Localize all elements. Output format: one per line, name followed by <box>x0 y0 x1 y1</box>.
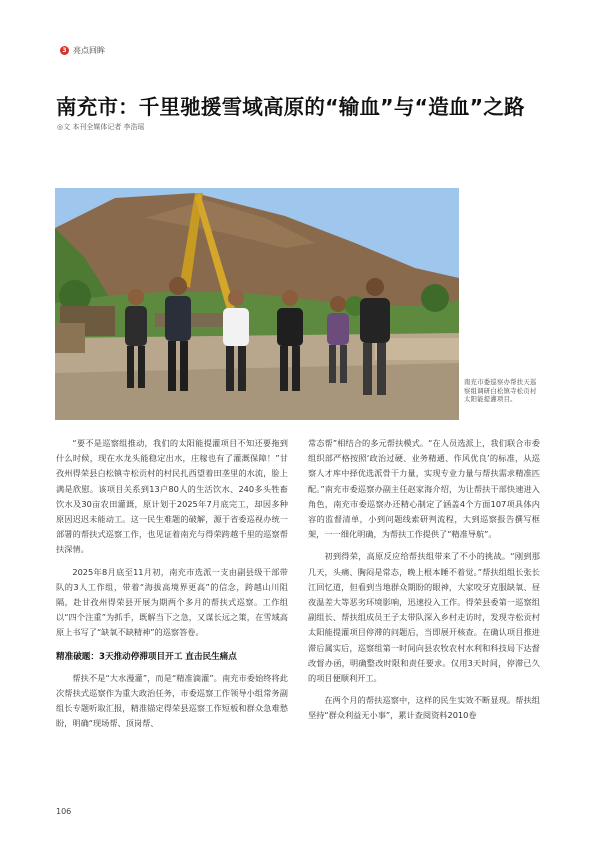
section-subheading: 精准破题：3天推动停滞项目开工 直击民生痛点 <box>56 651 237 662</box>
paragraph: 在两个月的帮扶巡察中，这样的民生实效不断显现。帮扶组坚持“群众利益无小事”，累计查阅资料2010卷 <box>308 695 540 721</box>
section-label: 亮点回眸 <box>73 46 105 55</box>
article-photo <box>55 188 459 420</box>
paragraph: 初到得荣，高原反应给帮扶组带来了不小的挑战。“刚到那几天，头痛、胸闷是常态，晚上根本睡不着觉。”帮扶组组长张长江回忆道，但看到当地群众期盼的眼神，大家咬牙克服缺氧、昼夜温差大等恶劣环境影响，迅速投入工作。得荣县委第一巡察组副组长、帮扶组成员王子太带队深入乡村走访时，发现寺松贡村太阳能提灌项目停滞的问题后，当即展开核查。在确认项目推进滞后属实后，巡察组第一时间向县农牧农村水利和科技局下达督改督办函，明确整改时限和责任要求。仅用3天时间，停滞已久的项目便顺利开工。 <box>308 551 540 684</box>
article-byline: ◎文 本刊全媒体记者 李浩瑶 <box>57 123 145 131</box>
article-headline: 南充市：千里驰援雪域高原的“输血”与“造血”之路 <box>56 95 525 119</box>
photo-caption: 南充市委巡察办帮扶天巡察组调研白松镇寺松贡村太阳能提灌项目。 <box>464 379 537 403</box>
body-column-left <box>56 436 288 732</box>
paragraph: 常态帮”相结合的多元帮扶模式。“在人员选派上，我们联合市委组织部严格按照‘政治过硬、业务精通、作风优良’的标准，从巡察人才库中择优选派骨干力量，实现专业力量与帮扶需求精准匹配。”南充市委巡察办副主任赵家海介绍，为让帮扶干部快速进入角色，南充市委巡察办还精心制定了涵盖4个方面107项具体内容的监督清单，小到问题线索研判流程，大到巡察报告撰写框架，一一细化明确，为帮扶工作提供了“精准导航”。 <box>308 438 540 540</box>
section-number-badge: 3 <box>60 46 69 55</box>
body-column-right <box>308 436 540 724</box>
page-number: 106 <box>56 807 72 816</box>
paragraph: “要不是巡察组推动，我们的太阳能提灌项目不知还要拖到什么时候，现在水龙头能稳定出水，庄稼也有了灌溉保障！”甘孜州得荣县白松镇寺松贡村的村民扎西望着田垄里的水流，脸上满是欣慰。该项目关系到13户80人的生活饮水、240多头牲畜饮水及30亩农田灌溉，原计划于2025年7月底完工，却因多种原因迟迟未能动工。这一民生难题的破解，源于省委巡视办统一部署的帮扶式巡察工作，也见证着南充与得荣跨越千里的巡察帮扶深情。 <box>56 438 288 555</box>
paragraph: 2025年8月底至11月初，南充市选派一支由副县级干部带队的3人工作组，带着“海拔高境界更高”的信念，跨越山川阻隔，赴甘孜州得荣县开展为期两个多月的帮扶式巡察。工作组以“四个注重”为抓手，既解当下之急，又谋长远之策，在雪域高原上书写了“缺氧不缺精神”的巡察答卷。 <box>56 566 288 638</box>
photo-illustration <box>55 188 459 420</box>
section-tag <box>60 45 105 56</box>
paragraph: 帮扶不是“大水漫灌”，而是“精准滴灌”。南充市委始终将此次帮扶式巡察作为重大政治任务，市委巡察工作领导小组常务副组长专题听取汇报，精准锚定得荣县巡察工作短板和群众急难愁盼，明确“现场帮、顶岗帮、 <box>56 672 288 729</box>
